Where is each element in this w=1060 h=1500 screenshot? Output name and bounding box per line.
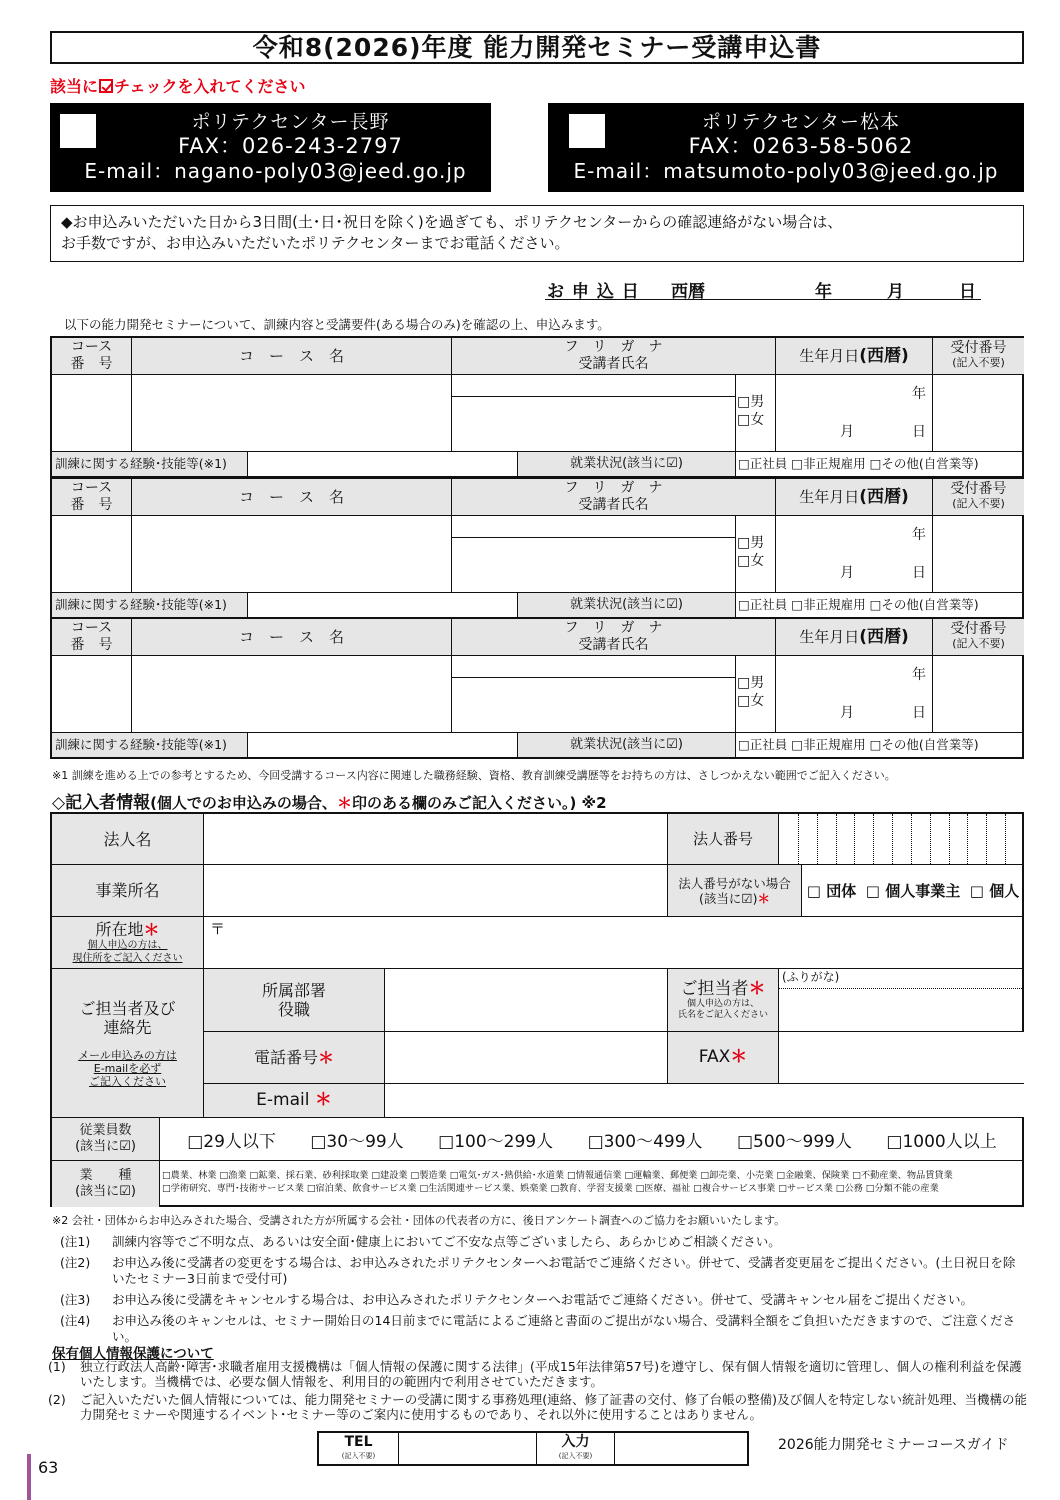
reception-header-text: 受付番号 <box>950 481 1007 497</box>
corp-number-cells[interactable] <box>779 814 1024 865</box>
employment-label: 就業状況(該当に☑) <box>518 733 736 758</box>
checked-box-icon <box>99 79 113 93</box>
birth-day-label: 日 <box>912 565 926 581</box>
address-label-text: 所在地 <box>95 920 144 939</box>
apply-date-month: 月 <box>887 282 904 302</box>
fax-label-text: FAX <box>698 1047 731 1067</box>
phone-label-text: 電話番号 <box>253 1048 318 1067</box>
course-no-header-l2: 番 号 <box>70 356 113 372</box>
apply-month-input[interactable] <box>837 277 885 299</box>
employee-option[interactable]: □300～499人 <box>587 1131 703 1152</box>
gender-options <box>736 516 776 593</box>
center-email: E-mail：nagano-poly03@jeed.go.jp <box>84 159 467 183</box>
furigana-divider <box>779 988 1024 989</box>
note-text: お申込み後に受講をキャンセルする場合は、お申込みされたポリテクセンターへお電話でご連絡ください。併せて、受講キャンセル届をご提出ください。 <box>112 1292 974 1307</box>
apply-date-day: 日 <box>959 282 976 302</box>
experience-label: 訓練に関する経験･技能等(※1) <box>52 593 248 618</box>
corp-number-digit-divider <box>836 814 837 864</box>
course-number-input[interactable] <box>52 656 132 733</box>
office-name-input[interactable] <box>204 865 668 917</box>
contact-note-l3: ご記入ください <box>89 1074 166 1088</box>
office-input-label <box>537 1433 615 1464</box>
birth-header-text: 生年月日 <box>799 347 860 365</box>
no-corp-number-label <box>668 865 802 917</box>
note-item <box>52 1292 1027 1308</box>
furigana-input[interactable] <box>452 516 736 538</box>
employment-options[interactable]: □正社員 □非正規雇用 □その他(自営業等) <box>736 733 1024 758</box>
reception-header-note: (記入不要) <box>952 497 1005 510</box>
course-no-header <box>52 338 132 375</box>
birth-header <box>776 479 933 516</box>
corp-number-digit-divider <box>1005 814 1006 864</box>
employee-options <box>160 1118 1024 1161</box>
reception-header-note: (記入不要) <box>952 637 1005 650</box>
reception-header <box>933 338 1024 375</box>
email-label-text: E-mail <box>256 1090 310 1110</box>
reception-number-field <box>933 375 1024 452</box>
birth-day-label: 日 <box>912 705 926 721</box>
reception-header <box>933 479 1024 516</box>
center-name: ポリテクセンター長野 <box>191 111 390 133</box>
privacy-item <box>48 1392 1028 1422</box>
notice-line-2: お手数ですが、お申込みいただいたポリテクセンターまでお電話ください。 <box>61 234 570 252</box>
department-input[interactable] <box>385 969 668 1032</box>
notice-line-1: ◆お申込みいただいた日から3日間(土･日･祝日を除く)を過ぎても、ポリテクセンターからの確認連絡がない場合は、 <box>61 213 843 231</box>
birth-month-label: 月 <box>840 705 854 721</box>
reception-header-text: 受付番号 <box>950 340 1007 356</box>
gender-female-checkbox[interactable]: □女 <box>737 553 765 569</box>
email-input[interactable] <box>385 1084 1024 1118</box>
address-note-l2: 現住所をご記入ください <box>72 953 183 964</box>
course-no-header-l1: コース <box>70 339 113 355</box>
page-bar <box>27 1454 31 1500</box>
furigana-header: フ リ ガ ナ <box>564 620 663 636</box>
person-note-l1: 個人申込の方は、 <box>686 998 759 1009</box>
trainee-name-header <box>452 479 776 516</box>
note-text: お申込み後のキャンセルは、セミナー開始日の14日前までに電話によるご連絡と書面のご提出がない場合、受講料全額をご負担いただきますので、ご注意ください。 <box>112 1313 1016 1344</box>
page-number: 63 <box>38 1458 59 1477</box>
birth-day-label: 日 <box>912 424 926 440</box>
note-key: (注4) <box>60 1313 91 1328</box>
experience-input[interactable] <box>248 452 518 477</box>
birth-month-label: 月 <box>840 424 854 440</box>
course-name-input[interactable] <box>132 375 452 452</box>
asterisk-icon: ＊ <box>757 890 770 906</box>
apply-date-era: 西暦 <box>671 282 705 302</box>
reception-header <box>933 619 1024 656</box>
birthdate-field[interactable] <box>776 516 933 593</box>
fax-label <box>668 1032 779 1084</box>
birth-header-text: 生年月日 <box>799 628 860 646</box>
employment-options[interactable]: □正社員 □非正規雇用 □その他(自営業等) <box>736 593 1024 618</box>
apply-date-year: 年 <box>815 282 832 302</box>
center-fax: FAX：0263-58-5062 <box>688 134 914 158</box>
privacy-section <box>48 1359 1028 1425</box>
writer-heading-sub-before: (個人でのお申込みの場合、 <box>150 794 337 812</box>
birth-year-label: 年 <box>912 667 926 683</box>
center-email: E-mail：matsumoto-poly03@jeed.go.jp <box>573 159 999 183</box>
note-text: 訓練内容等でご不明な点、あるいは安全面･健康上においてご不安な点等ございましたら、あらかじめご相談ください。 <box>112 1234 781 1249</box>
course-no-header <box>52 479 132 516</box>
birth-year-label: 年 <box>912 527 926 543</box>
department-label <box>204 969 385 1032</box>
privacy-key: (1) <box>48 1359 66 1374</box>
no-corp-number-label-l1: 法人番号がない場合 <box>678 875 791 891</box>
employees-label-l2: (該当に☑) <box>75 1139 136 1154</box>
note-item <box>52 1234 1027 1250</box>
apply-date-row <box>545 277 981 300</box>
furigana-input[interactable] <box>452 656 736 678</box>
privacy-title: 保有個人情報保護について <box>52 1346 214 1362</box>
employees-label-l1: 従業員数 <box>79 1123 132 1138</box>
confirmation-notice <box>50 205 1024 262</box>
check-instruction <box>50 74 306 97</box>
phone-label <box>204 1032 385 1084</box>
corp-number-digit-divider <box>986 814 987 864</box>
asterisk-icon: ＊ <box>336 794 352 812</box>
asterisk-icon: ＊ <box>730 1047 748 1067</box>
reception-header-note: (記入不要) <box>952 356 1005 369</box>
corp-name-label <box>52 814 204 865</box>
corp-number-digit-divider <box>967 814 968 864</box>
gender-male-checkbox[interactable]: □男 <box>737 535 765 551</box>
note-key: (注3) <box>60 1292 91 1307</box>
footnote-2: ※2 会社・団体からお申込みされた場合、受講された方が所属する会社・団体の代表者の方に、後日アンケート調査へのご協力をお願いいたします。 <box>52 1214 786 1227</box>
furigana-input[interactable] <box>452 375 736 397</box>
postal-mark-icon: 〒 <box>210 920 226 938</box>
trainee-name-input[interactable] <box>452 678 736 733</box>
address-note-l1: 個人申込の方は、 <box>87 940 168 951</box>
gender-female-checkbox[interactable]: □女 <box>737 693 765 709</box>
note-item <box>52 1255 1027 1287</box>
birth-header <box>776 338 933 375</box>
office-tel-label <box>319 1433 399 1464</box>
course-name-header: コ ー ス 名 <box>132 479 452 516</box>
center-matsumoto <box>548 103 1024 192</box>
course-no-header-l2: 番 号 <box>70 637 113 653</box>
corp-number-digit-divider <box>873 814 874 864</box>
writer-heading-main: ◇記入者情報 <box>52 793 151 813</box>
industry-options-line-1: □農業、林業 □漁業 □鉱業、採石業、砂利採取業 □建設業 □製造業 □電気･ガス･熱供給･水道業 □情報通信業 □運輸業、郵便業 □卸売業、小売業 □金融業、保険業 □不動産業、物品賃貸業 <box>162 1170 953 1181</box>
department-label-l1: 所属部署 <box>261 981 326 1000</box>
person-note-l2: 氏名をご記入ください <box>677 1009 768 1020</box>
trainee-name-header <box>452 619 776 656</box>
trainee-name-header-text: 受講者氏名 <box>578 497 649 513</box>
trainee-name-header-text: 受講者氏名 <box>578 356 649 372</box>
writer-info-heading <box>52 788 607 813</box>
corp-number-digit-divider <box>930 814 931 864</box>
apply-day-input[interactable] <box>909 277 957 299</box>
reception-number-field <box>933 656 1024 733</box>
corp-name-input[interactable] <box>204 814 668 865</box>
employment-label: 就業状況(該当に☑) <box>518 593 736 618</box>
course-name-header: コ ー ス 名 <box>132 338 452 375</box>
birth-header-bold: (西暦) <box>859 346 909 366</box>
center-fax: FAX：026-243-2797 <box>178 134 403 158</box>
address-field[interactable] <box>204 917 1024 969</box>
privacy-item <box>48 1359 1028 1389</box>
industry-label-l2: (該当に☑) <box>75 1184 136 1199</box>
office-name-label <box>52 865 204 917</box>
corp-number-digit-divider <box>911 814 912 864</box>
reception-header-text: 受付番号 <box>950 621 1007 637</box>
contact-note-l2: E-mailを必ず <box>93 1061 162 1075</box>
entity-option-group[interactable]: □ 団体 <box>806 882 857 900</box>
center-nagano <box>50 103 491 192</box>
employment-options[interactable]: □正社員 □非正規雇用 □その他(自営業等) <box>736 452 1024 477</box>
gender-male-checkbox[interactable]: □男 <box>737 394 765 410</box>
trainee-name-input[interactable] <box>452 397 736 452</box>
asterisk-icon: ＊ <box>318 1048 335 1067</box>
industry-label-l1: 業 種 <box>79 1168 132 1183</box>
asterisk-icon: ＊ <box>143 920 160 939</box>
apply-year-input[interactable] <box>715 277 810 299</box>
course-no-header-l1: コース <box>70 480 113 496</box>
person-label <box>668 969 779 1032</box>
experience-input[interactable] <box>248 593 518 618</box>
course-no-header-l2: 番 号 <box>70 497 113 513</box>
corp-number-digit-divider <box>854 814 855 864</box>
entity-type-options <box>802 865 1024 917</box>
industry-options[interactable] <box>160 1161 1024 1207</box>
course-name-input[interactable] <box>132 656 452 733</box>
course-number-input[interactable] <box>52 516 132 593</box>
office-use-box <box>317 1431 749 1466</box>
birth-header-bold: (西暦) <box>859 627 909 647</box>
experience-label: 訓練に関する経験･技能等(※1) <box>52 733 248 758</box>
employee-option[interactable]: □29人以下 <box>187 1131 276 1152</box>
person-label-text: ご担当者 <box>680 978 749 999</box>
employee-option[interactable]: □500～999人 <box>737 1131 852 1152</box>
note-key: (注1) <box>60 1234 91 1249</box>
writer-heading-sub-after: 印のある欄のみご記入ください。) ※2 <box>351 794 607 812</box>
course-table <box>50 336 1024 478</box>
birth-year-label: 年 <box>912 386 926 402</box>
writer-info-table <box>50 812 1024 1207</box>
entity-option-individual[interactable]: □ 個人 <box>969 882 1020 900</box>
course-no-header-l1: コース <box>70 620 113 636</box>
department-label-l2: 役職 <box>277 1000 310 1019</box>
office-tel-field <box>399 1433 537 1464</box>
gender-options <box>736 656 776 733</box>
birth-header-bold: (西暦) <box>859 487 909 507</box>
no-corp-number-label-l2: (該当に☑) <box>699 890 758 906</box>
birth-header <box>776 619 933 656</box>
person-field[interactable] <box>779 969 1024 1032</box>
entity-option-sole-proprietor[interactable]: □ 個人事業主 <box>865 882 961 900</box>
corp-number-label-text: 法人番号 <box>692 829 753 848</box>
contact-label-l1: ご担当者及び <box>79 998 176 1018</box>
course-name-input[interactable] <box>132 516 452 593</box>
employment-label: 就業状況(該当に☑) <box>518 452 736 477</box>
trainee-name-header <box>452 338 776 375</box>
industry-label <box>52 1161 160 1207</box>
check-instruction-before: 該当に <box>50 77 99 96</box>
corp-number-digit-divider <box>817 814 818 864</box>
birth-header-text: 生年月日 <box>799 488 860 506</box>
contact-label <box>52 969 204 1118</box>
note-item <box>52 1313 1027 1345</box>
birthdate-field[interactable] <box>776 656 933 733</box>
corp-name-label-text: 法人名 <box>103 829 152 849</box>
furigana-header: フ リ ガ ナ <box>564 339 663 355</box>
check-instruction-after: チェックを入れてください <box>114 77 306 96</box>
contact-label-l2: 連絡先 <box>103 1017 152 1037</box>
gender-options <box>736 375 776 452</box>
corp-number-label <box>668 814 779 865</box>
course-table <box>50 477 1024 619</box>
trainee-name-input[interactable] <box>452 538 736 593</box>
furigana-header: フ リ ガ ナ <box>564 480 663 496</box>
experience-label: 訓練に関する経験･技能等(※1) <box>52 452 248 477</box>
trainee-name-header-text: 受講者氏名 <box>578 637 649 653</box>
note-text: お申込み後に受講者の変更をする場合は、お申込みされたポリテクセンターへお電話でご連絡ください。併せて、受講者変更届をご提出ください。(土日祝日を除いたセミナー3日前まで受付可) <box>112 1255 1016 1286</box>
birth-month-label: 月 <box>840 565 854 581</box>
reception-number-field <box>933 516 1024 593</box>
employee-option[interactable]: □100～299人 <box>438 1131 554 1152</box>
course-no-header <box>52 619 132 656</box>
corp-number-digit-divider <box>949 814 950 864</box>
office-input-text: 入力 <box>561 1434 590 1450</box>
email-label <box>204 1084 385 1118</box>
asterisk-icon: ＊ <box>314 1090 332 1110</box>
asterisk-icon: ＊ <box>748 978 766 999</box>
note-key: (注2) <box>60 1255 91 1270</box>
phone-input[interactable] <box>385 1032 668 1084</box>
office-name-label-text: 事業所名 <box>95 881 160 900</box>
course-name-header: コ ー ス 名 <box>132 619 452 656</box>
industry-options-line-2: □学術研究、専門･技術サービス業 □宿泊業、飲食サービス業 □生活関連サービス業、娯楽業 □教育、学習支援業 □医療、福祉 □複合サービス事業 □サービス業 □公務 □分類不能の産業 <box>162 1183 939 1194</box>
gender-female-checkbox[interactable]: □女 <box>737 412 765 428</box>
footnote-1: ※1 訓練を進める上での参考とするため、今回受講するコース内容に関連した職務経験、資格、教育訓練受講歴等をお持ちの方は、さしつかえない範囲でご記入ください。 <box>52 769 896 782</box>
corp-number-digit-divider <box>798 814 799 864</box>
privacy-text: ご記入いただいた個人情報については、能力開発セミナーの受講に関する事務処理(連絡、修了証書の交付、修了台帳の整備)及び個人を特定しない統計処理、当機構の能力開発セミナーや関連するイベント･セミナー等のご案内に使用するものであり、それ以外に使用することはありません。 <box>80 1392 1028 1422</box>
notes-section <box>52 1213 1027 1345</box>
birthdate-field[interactable] <box>776 375 933 452</box>
address-label <box>52 917 204 969</box>
office-tel-note: (記入不要) <box>341 1452 376 1460</box>
privacy-key: (2) <box>48 1392 66 1407</box>
course-number-input[interactable] <box>52 375 132 452</box>
contact-note-l1: メール申込みの方は <box>78 1048 177 1062</box>
employees-label <box>52 1118 160 1161</box>
office-input-note: (記入不要) <box>558 1452 593 1460</box>
form-title: 令和8(2026)年度 能力開発セミナー受講申込書 <box>50 31 1024 64</box>
course-table <box>50 617 1024 759</box>
office-tel-text: TEL <box>344 1434 373 1450</box>
experience-input[interactable] <box>248 733 518 758</box>
corp-number-digit-divider <box>892 814 893 864</box>
employee-option[interactable]: □30～99人 <box>310 1131 404 1152</box>
center-name: ポリテクセンター松本 <box>701 111 901 133</box>
privacy-text: 独立行政法人高齢･障害･求職者雇用支援機構は「個人情報の保護に関する法律」(平成15年法律第57号)を遵守し、保有個人情報を適切に管理し、個人の権利利益を保護いたします。当機構では、必要な個人情報を、利用目的の範囲内で利用させていただきます。 <box>80 1359 1022 1389</box>
employee-option[interactable]: □1000人以上 <box>886 1131 997 1152</box>
furigana-label: (ふりがな) <box>782 970 840 984</box>
gender-male-checkbox[interactable]: □男 <box>737 675 765 691</box>
apply-date-label: お 申 込 日 <box>547 282 640 302</box>
fax-input[interactable] <box>779 1032 1024 1084</box>
intro-text: 以下の能力開発セミナーについて、訓練内容と受講要件(ある場合のみ)を確認の上、申込みます。 <box>64 317 610 332</box>
guide-title: 2026能力開発セミナーコースガイド <box>778 1437 1009 1453</box>
